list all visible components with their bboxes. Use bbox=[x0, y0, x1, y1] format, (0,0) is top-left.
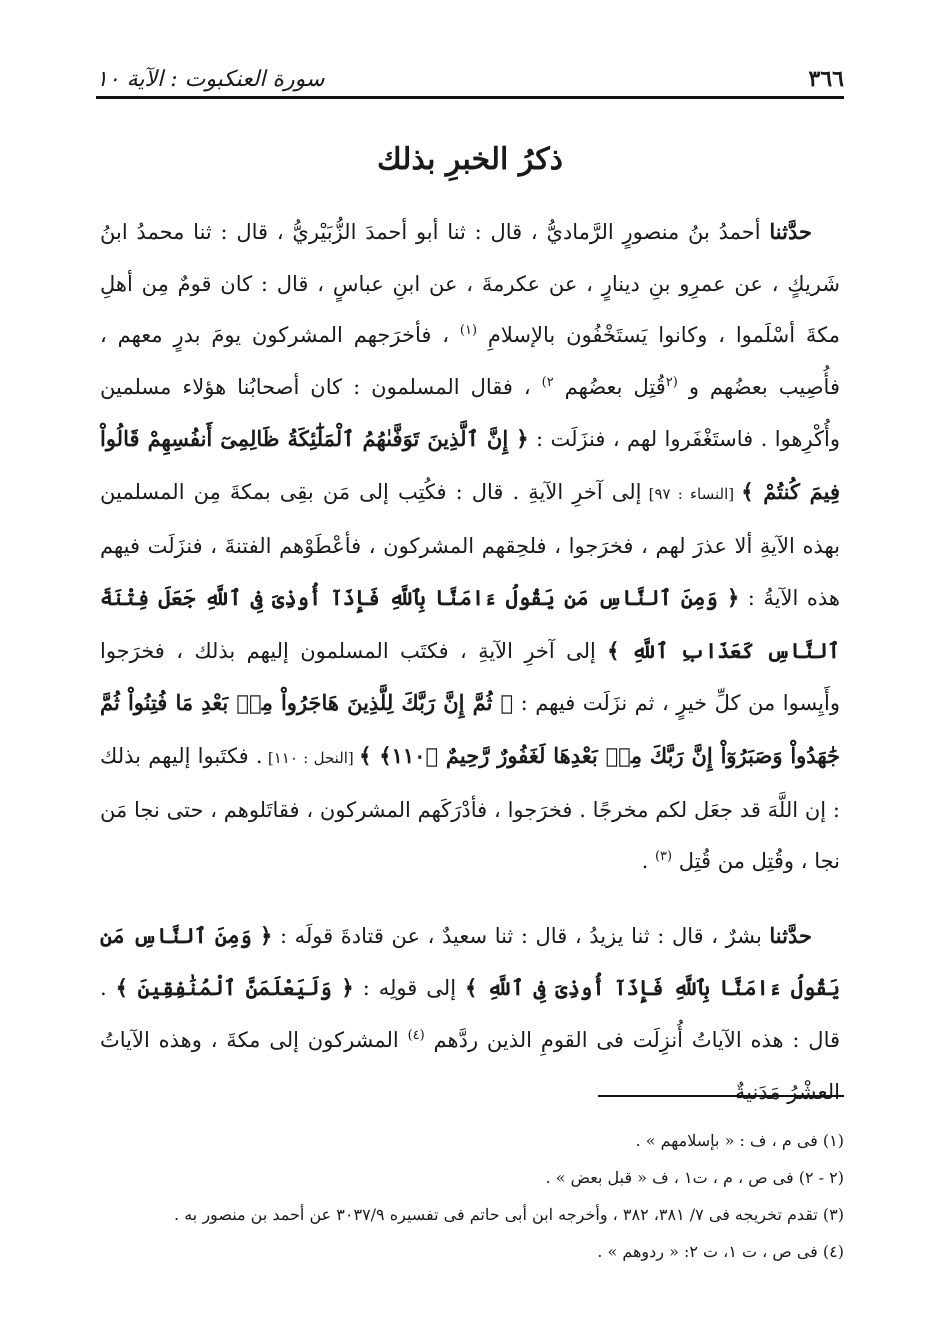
quran-verse-quote: ﴿ ثُمَّ إِنَّ رَبَّكَ لِلَّذِينَ هَاجَرُواْ مِنۢ بَعْدِ مَا فُتِنُواْ ثُمَّ جَٰهَدُواْ وَصَبَرُوٓاْ إِنَّ رَبَّكَ مِنۢ بَعْدِهَا لَغَفُورٌ رَّحِيمٌ ﴿١١٠﴾ ﴾ bbox=[100, 690, 840, 768]
quran-verse-quote: ﴿ وَمِنَ ٱلنَّاسِ مَن يَقُولُ ءَامَنَّا بِٱللَّهِ فَإِذَآ أُوذِىَ فِى ٱللَّهِ ﴾ bbox=[100, 922, 840, 1001]
page-header bbox=[96, 46, 844, 92]
footnote: (٣) تقدم تخريجه فى ٧/ ٣٨١، ٣٨٢ ، وأخرجه ابن أبى حاتم فى تفسيره ٣٠٣٧/٩ عن أحمد بن منصور به . bbox=[174, 1205, 844, 1224]
body-text bbox=[100, 206, 840, 1118]
footnote-marker: (٣) bbox=[654, 849, 673, 865]
paragraph-text: المشركون إلى مكةَ ، وهذه الآياتُ العشْرُ مَدَنيةٌ bbox=[100, 1027, 840, 1104]
page-number: ٣٦٦ bbox=[808, 66, 844, 92]
footnotes bbox=[96, 1122, 844, 1270]
paragraph-text: أحمدُ بنُ منصورٍ الرَّماديُّ ، قال : ثنا أبو أحمدَ الزُّبَيْريُّ ، قال : ثنا محمدُ ابنُ شَريكٍ ، عن عمرِو بنِ دينارٍ ، عن عكرمةَ ، عن ابنِ عباسٍ ، قال : كان قومٌ مِن أهلِ مكةَ أسْلَموا ، وكانوا يَستَخْفُون بالإسلامِ bbox=[100, 220, 840, 348]
footnote-marker: (٤) bbox=[407, 1027, 425, 1043]
paragraph-text: قُتِل بعضُهم bbox=[553, 374, 666, 399]
paragraph-lead-word: حدَّثنا bbox=[769, 922, 812, 948]
footnote-marker: (١) bbox=[459, 323, 478, 339]
footnote-marker: (٢ bbox=[665, 374, 678, 390]
paragraph-text: إلى قولِه : bbox=[353, 976, 466, 1001]
header-rule bbox=[96, 96, 844, 99]
quran-verse-quote: ﴿ وَمِنَ ٱلنَّاسِ مَن يَقُولُ ءَامَنَّا بِٱللَّهِ فَإِذَآ أُوذِىَ فِى ٱللَّهِ جَعَلَ فِتْنَةَ ٱلنَّاسِ كَعَذَابِ ٱللَّهِ ﴾ bbox=[100, 585, 840, 663]
paragraph-ibn-abbas-narration bbox=[100, 206, 840, 888]
quran-verse-quote: ﴿ وَلَيَعْلَمَنَّ ٱلْمُنَٰفِقِينَ ﴾ bbox=[115, 975, 354, 1001]
section-title: ذكرُ الخبرِ بذلك bbox=[376, 142, 564, 177]
quran-verse-quote: ﴿ إِنَّ ٱلَّذِينَ تَوَفَّىٰهُمُ ٱلْمَلَٰٓئِكَةُ ظَالِمِىٓ أَنفُسِهِمْ قَالُواْ فِيمَ كُنتُمْ ﴾ bbox=[100, 426, 840, 504]
paragraph-text: إلى آخرِ الآيةِ ، فكتَب المسلمون إليهم بذلك ، فخرَجوا وأَيِسوا من كلِّ خيرٍ ، ثم نزَلَت فيهم : bbox=[100, 638, 840, 716]
verse-reference: [النحل : ١١٠] bbox=[262, 748, 360, 767]
footnote-marker: ٢) bbox=[541, 374, 554, 390]
footnote: (٤) فى ص ، ت ١، ت ٢: « ردوهم » . bbox=[597, 1242, 844, 1261]
paragraph-text: . فكتَبوا إليهم بذلك : إن اللَّهَ قد جعَل لكم مخرجًا . فخرَجوا ، فأدْرَكَهم المشركون ، فقاتَلوهم ، حتى نجا مَن نجا ، وقُتِل من قُتِل bbox=[100, 743, 840, 874]
verse-reference: [النساء : ٩٧] bbox=[641, 484, 742, 503]
paragraph-text: بشرٌ ، قال : ثنا يزيدُ ، قال : ثنا سعيدٌ ، عن قتادةَ قولَه : bbox=[272, 923, 770, 948]
paragraph-qatada-narration bbox=[100, 910, 840, 1118]
paragraph-text: . bbox=[641, 849, 655, 874]
paragraph-text: ، فأخرَجهم المشركون يومَ بدرٍ معهم ، فأُصِيب بعضُهم و bbox=[100, 323, 840, 399]
footnote: (١) فى م ، ف : « بإسلامهم » . bbox=[635, 1131, 844, 1150]
paragraph-text: ، فقال المسلمون : كان أصحابُنا هؤلاء مسلمين وأُكْرِهوا . فاستَغْفَروا لهم ، فنزَلَت : bbox=[100, 374, 841, 452]
running-title: سورة العنكبوت : الآية ١٠ bbox=[96, 67, 325, 92]
footnote-separator bbox=[598, 1095, 844, 1097]
paragraph-text: . قال : هذه الآياتُ أُنزِلَت فى القومِ الذين ردَّهم bbox=[100, 976, 840, 1052]
footnote: (٢ - ٢) فى ص ، م ، ت١ ، ف « قبل بعض » . bbox=[545, 1168, 844, 1187]
paragraph-text: إلى آخرِ الآيةِ . قال : فكُتِب إلى مَن بقِى بمكةَ مِن المسلمين بهذه الآيةِ ألا عذرَ لهم ، فخرَجوا ، فلحِقهم المشركون ، فأعْطَوْهم الفتنةَ ، فنزَلَت فيهم هذه الآيةُ : bbox=[100, 479, 840, 611]
paragraph-lead-word: حدَّثنا bbox=[769, 219, 812, 244]
